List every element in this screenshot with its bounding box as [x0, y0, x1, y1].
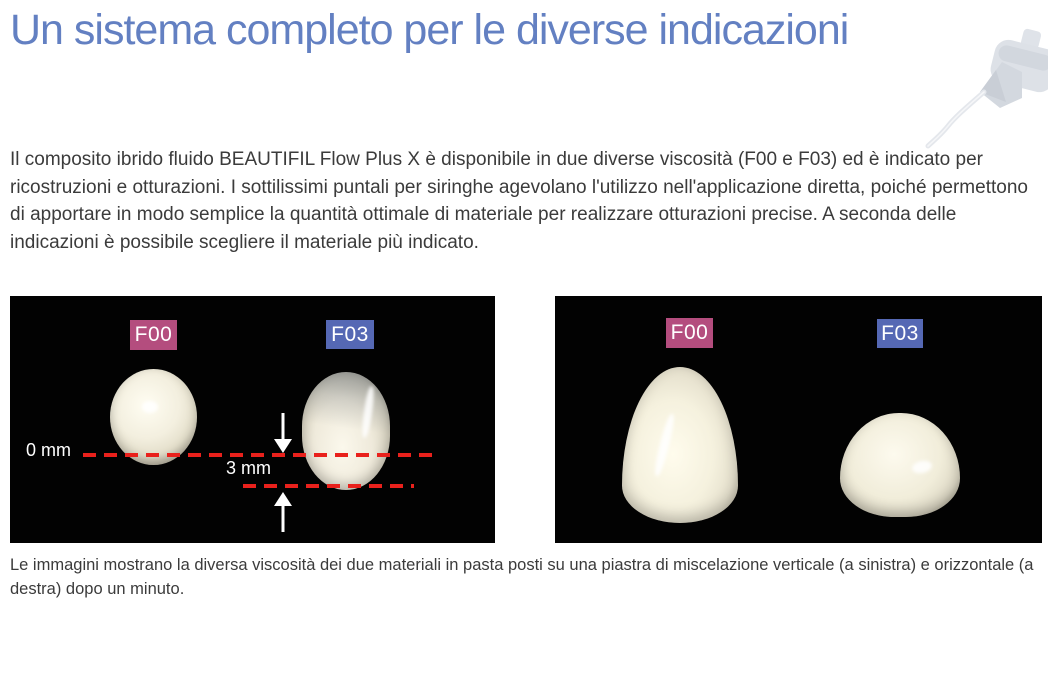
zero-mm-label: 0 mm — [26, 440, 71, 460]
arrow-up-icon — [270, 492, 296, 532]
three-mm-dashed-line — [243, 484, 414, 488]
figure-horizontal-plate — [555, 296, 1042, 543]
figure-vertical-plate — [10, 296, 495, 543]
three-mm-label: 3 mm — [226, 458, 271, 478]
intro-paragraph: Il composito ibrido fluido BEAUTIFIL Flow Plus X è disponibile in due diverse viscosità (F00 e F03) ed è indicato per ricostruzioni e otturazioni. I sottilissimi puntali per siringhe agevolano l'utilizzo nell'applicazione diretta, poiché permettono di apportare in modo semplice la quantità ottimale di materiale per realizzare otturazioni precise. A seconda delle indicazioni è possibile scegliere il materiale più indicato. — [10, 149, 1028, 253]
f00-material-blob — [622, 367, 738, 523]
f03-material-blob — [840, 413, 960, 517]
syringe-tip-icon — [918, 28, 1048, 156]
f03-material-blob — [302, 372, 390, 490]
f03-badge: F03 — [877, 319, 923, 348]
f00-badge: F00 — [130, 320, 177, 350]
f00-badge: F00 — [666, 318, 713, 348]
arrow-down-icon — [270, 413, 296, 453]
page-title: Un sistema completo per le diverse indicazioni — [10, 6, 849, 54]
figure-row — [10, 296, 1042, 543]
f03-badge: F03 — [326, 320, 374, 349]
f00-material-blob — [110, 369, 197, 465]
figure-caption: Le immagini mostrano la diversa viscosità dei due materiali in pasta posti su una piastra di miscelazione verticale (a sinistra) e orizzontale (a destra) dopo un minuto. — [10, 556, 1034, 598]
zero-mm-dashed-line — [83, 453, 435, 457]
